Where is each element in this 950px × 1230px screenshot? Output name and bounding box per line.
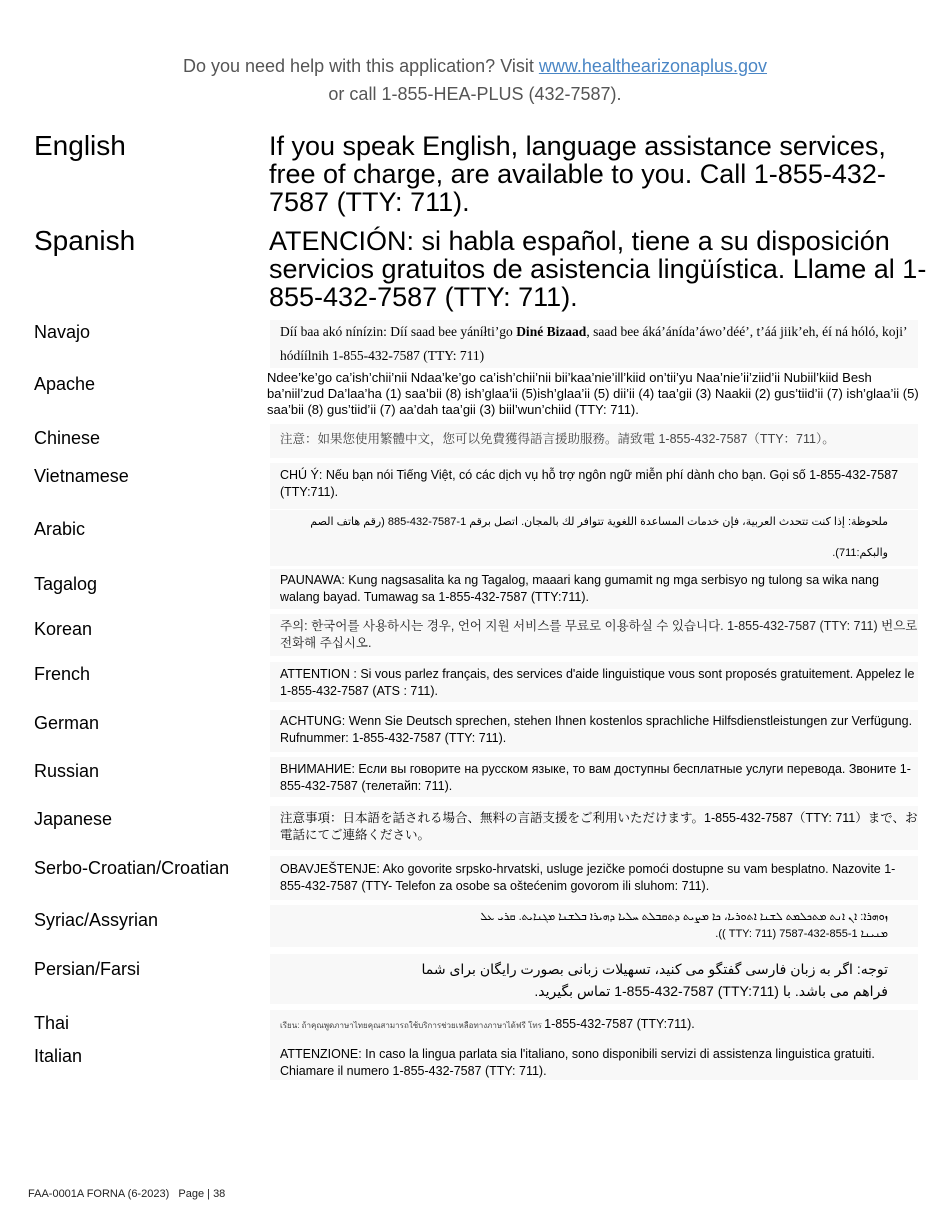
lang-text-japanese: 注意事項：日本語を話される場合、無料の言語支援をご利用いただけます。1-855-432-7587（TTY: 711）まで、お電話にてご連絡ください。	[270, 806, 918, 850]
lang-text-arabic: ملحوظة: إذا كنت تتحدث العربية، فإن خدمات المساعدة اللغوية تتوافر لك بالمجان. اتصل برقم 1-7587-432-885 (رقم هاتف الصم والبكم:711).	[270, 510, 918, 566]
lang-text-syriac: ܙܘܗܪܐ: ܐܢ ܐܢܬ ܡܬܟܠܡܬ ܠܫܢܐ ܐܬܘܪܝܐ، ܟܐ ܡܨܝܬ ܕܬܩܒܠܬ ܚܠܝܐ ܕܗܝܪܐ ܒܠܫܢܐ ܡܓܢܐܝܬ. ܩܪܝ ܥܠ ܡܢܝܢܐ 1-855-432-7587 (TTY: 711 )).	[270, 905, 918, 947]
lang-label-tagalog: Tagalog	[34, 574, 98, 594]
lang-text-french: ATTENTION : Si vous parlez français, des services d'aide linguistique vous sont proposés gratuitement. Appelez le 1-855-432-7587 (ATS : 711).	[270, 662, 918, 702]
lang-label-thai: Thai	[34, 1013, 70, 1033]
lang-label-arabic: Arabic	[34, 519, 86, 539]
lang-label-english: English	[34, 130, 126, 161]
lang-text-german: ACHTUNG: Wenn Sie Deutsch sprechen, stehen Ihnen kostenlos sprachliche Hilfsdienstleistungen zur Verfügung. Rufnummer: 1-855-432-7587 (TTY: 711).	[270, 710, 918, 752]
lang-text-chinese: 注意：如果您使用繁體中文，您可以免費獲得語言援助服務。請致電 1-855-432-7587（TTY：711）。	[270, 424, 918, 458]
help-line-2: or call 1-855-HEA-PLUS (432-7587).	[328, 84, 622, 104]
lang-text-vietnamese: CHÚ Ý: Nếu bạn nói Tiếng Việt, có các dịch vụ hỗ trợ ngôn ngữ miễn phí dành cho bạn. Gọi số 1-855-432-7587 (TTY:711).	[270, 463, 918, 509]
lang-text-navajo: Díí baa akó nínízin: Díí saad bee yáníłti’go Diné Bizaad, saad bee áká’ánída’áwo’déé’, t’áá jiik’eh, éí ná hóló, koji’ hódíílnih 1-855-432-7587 (TTY: 711)	[270, 320, 918, 368]
page-footer: FAA-0001A FORNA (6-2023) Page | 38	[28, 1188, 226, 1200]
help-website-link[interactable]: www.healthearizonaplus.gov	[538, 56, 768, 76]
lang-label-vietnamese: Vietnamese	[34, 466, 129, 486]
lang-text-serbo-croatian: OBAVJEŠTENJE: Ako govorite srpsko-hrvatski, usluge jezičke pomoći dostupne su vam besplatno. Nazovite 1-855-432-7587 (TTY- Telefon za osobe sa oštećenim govorom ili sluhom: 711).	[270, 856, 918, 900]
lang-text-apache: Ndee’ke’go ca’ish’chii’nii Ndaa’ke’go ca’ish’chii’nii bii’kaa’nie’ill’kiid on’tii’yu Naa’nie’ii’ziid’ii Nubiil’kiid Besh ba’niil’zud Da’laa’ha (1) saa’bii (8) ish’glaa’ii (5)ish’glaa’ii (5) dii’ii (4) taa’gii (3) Naakii (2) gus’tiid’ii (7) ish’glaa’ii (5) saa’bii (8) gus’tiid’ii (7) aa’dah taa’gii (3) biil’wun’chiid (TTY: 711).	[267, 370, 919, 417]
lang-label-serbo-croatian: Serbo-Croatian/Croatian	[34, 858, 230, 878]
lang-text-persian: توجه: اگر به زبان فارسی گفتگو می کنید، تسهیلات زبانی بصورت رایگان برای شما فراهم می باشد. با (TTY:711) 1-855-432-7587 تماس بگیرید.	[270, 954, 918, 1004]
lang-text-italian: ATTENZIONE: In caso la lingua parlata sia l'italiano, sono disponibili servizi di assistenza linguistica gratuiti. Chiamare il numero 1-855-432-7587 (TTY: 711).	[270, 1040, 918, 1080]
lang-label-syriac: Syriac/Assyrian	[34, 910, 159, 930]
help-notice	[0, 52, 950, 108]
lang-text-english: If you speak English, language assistance services, free of charge, are available to you. Call 1-855-432-7587 (TTY: 711).	[269, 131, 886, 217]
lang-label-russian: Russian	[34, 761, 100, 781]
lang-label-spanish: Spanish	[34, 225, 136, 256]
lang-label-italian: Italian	[34, 1046, 83, 1066]
lang-text-korean: 주의: 한국어를 사용하시는 경우, 언어 지원 서비스를 무료로 이용하실 수 있습니다. 1-855-432-7587 (TTY: 711) 번으로 전화해 주십시오.	[270, 614, 918, 656]
lang-label-korean: Korean	[34, 619, 93, 639]
lang-label-french: French	[34, 664, 91, 684]
lang-text-russian: ВНИМАНИЕ: Если вы говорите на русском языке, то вам доступны бесплатные услуги перевода. Звоните 1-855-432-7587 (телетайп: 711).	[270, 757, 918, 797]
lang-label-chinese: Chinese	[34, 428, 101, 448]
lang-text-spanish: ATENCIÓN: si habla español, tiene a su disposición servicios gratuitos de asistencia lingüística. Llame al 1-855-432-7587 (TTY: 711).	[269, 226, 927, 312]
help-line-1: Do you need help with this application? Visit www.healthearizonaplus.gov	[182, 56, 768, 76]
lang-text-tagalog: PAUNAWA: Kung nagsasalita ka ng Tagalog, maaari kang gumamit ng mga serbisyo ng tulong sa wika nang walang bayad. Tumawag sa 1-855-432-7587 (TTY:711).	[270, 569, 918, 609]
lang-label-german: German	[34, 713, 100, 733]
lang-label-japanese: Japanese	[34, 809, 113, 829]
lang-text-thai: เรียน: ถ้าคุณพูดภาษาไทยคุณสามารถใช้บริการช่วยเหลือทางภาษาได้ฟรี โทร 1-855-432-7587 (TTY:711).	[270, 1010, 918, 1040]
lang-label-apache: Apache	[34, 374, 96, 394]
lang-label-persian: Persian/Farsi	[34, 959, 141, 979]
lang-label-navajo: Navajo	[34, 322, 91, 342]
